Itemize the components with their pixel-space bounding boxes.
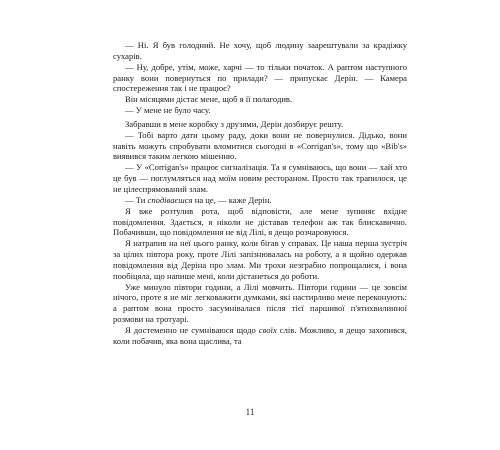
paragraph-text: Він місяцями дістає мене, щоб я її полагодив.	[125, 94, 293, 105]
paragraph	[113, 325, 407, 347]
paragraph	[113, 40, 407, 62]
paragraph	[113, 282, 407, 325]
paragraph-text: на це, — каже Дерін.	[192, 194, 272, 205]
paragraph	[113, 119, 407, 130]
paragraph-text: — Ну, добре, утім, може, харчі — то тільки початок. А раптом наступного ранку вони повернуться по прилади? — припускає Дерін. — Камера спостереження так і не працює?	[113, 61, 407, 94]
paragraph	[113, 206, 407, 239]
paragraph	[113, 195, 407, 206]
page-number: 11	[245, 407, 255, 417]
emphasized-text: сподіваєшся	[147, 194, 193, 205]
paragraph	[113, 238, 407, 281]
paragraph-text: Я достеменно не сумніваюся щодо	[125, 324, 259, 335]
paragraph-text: слів. Можливо, я дещо захопився, коли побачив, яка вона щаслива, та	[113, 324, 407, 346]
paragraph-text: — Ти	[125, 194, 148, 205]
paragraph	[113, 105, 407, 116]
paragraph-text: Уже минуло півтори години, а Лілі мовчить. Півтори години — це зовсім нічого, проте я не міг легковажити думками, які настирливо мене переконують: а раптом вона просто засумнівалася після тієї паршивої п'ятихвилинної розмови на тротуарі.	[113, 281, 407, 325]
paragraph-text: Я натрапив на неї цього ранку, коли бігав у справах. Це наша перша зустріч за цілих півтора року, проте Лілі запізнювалась на роботу, а я щойно одержав повідомлення від Деріна про злам. Ми трохи незграбно попрощалися, і вона пообіцяла, що напише мені, коли дістанеться до роботи.	[113, 238, 407, 281]
paragraph-text: — Ні. Я був голодний. Не хочу, щоб людину заарештували за крадіжку сухарів.	[113, 40, 407, 61]
paragraph	[113, 94, 407, 105]
paragraph-text: Я вже розтулив рота, щоб відповісти, але мене зупиняє вхідне повідомлення. Здається, я ніколи не діставав телефон аж так блискавично. Побачивши, що повідомлення не від Лілі, я дещо розчаровуюся.	[113, 205, 407, 238]
body-text	[113, 40, 407, 347]
paragraph-text: — У мене не було часу.	[125, 105, 211, 116]
paragraph-text: — Тобі варто дати цьому раду, доки вони не повернулися. Дідько, вони навіть можуть спробувати вломитися сьогодні в «Corrigan's», тому що «Bib's» виявився таким легкою мішенню.	[113, 129, 407, 162]
paragraph-text: Забравши в мене коробку з друзями, Дерін дозбирує решту.	[125, 118, 344, 129]
paragraph-text: — У «Corrigan's» працює сигналізація. Та я сумніваюсь, що вони — хай хто це був — поглумляться над моїм новим рестораном. Просто так трапилося, це не цілеспрямований злам.	[113, 162, 407, 194]
paragraph	[113, 162, 407, 195]
paragraph	[113, 130, 407, 163]
paragraph	[113, 62, 407, 95]
emphasized-text: своїх	[258, 324, 277, 335]
